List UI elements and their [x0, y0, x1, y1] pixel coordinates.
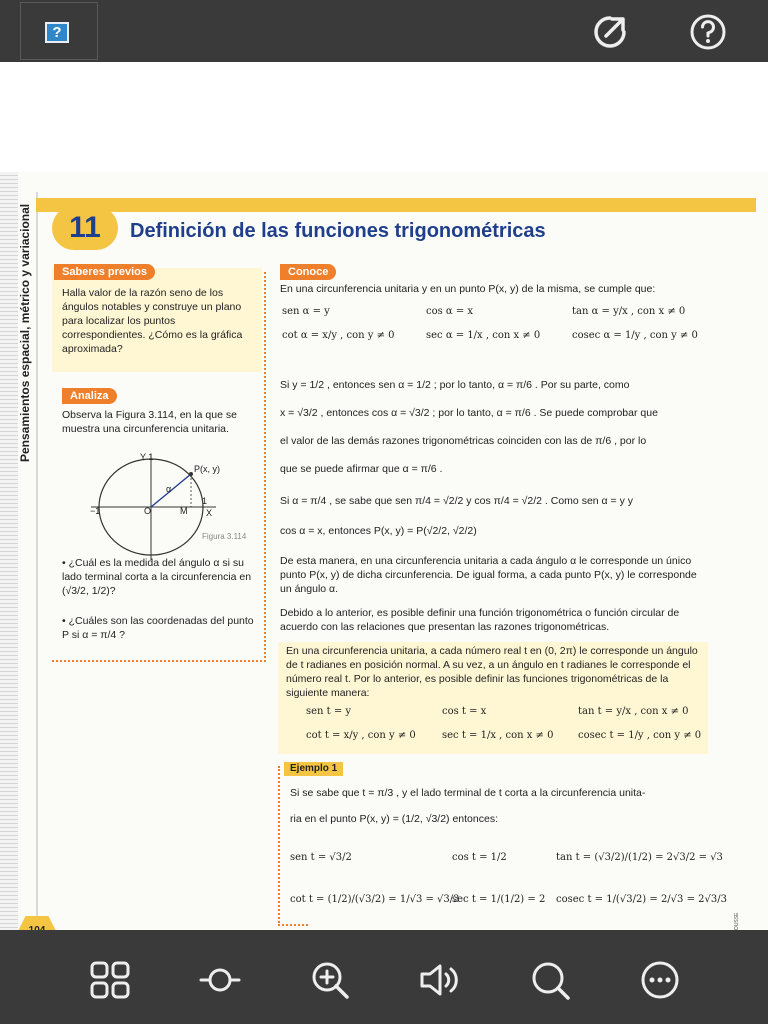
- analiza-text: Observa la Figura 3.114, en la que se muestra una circunferencia unitaria.: [62, 409, 237, 435]
- example-line-1: Si se sabe que t = π/3 , y el lado terminal de t corta a la circunferencia unita-: [290, 787, 646, 799]
- para-4: que se puede afirmar que α = π/6 .: [280, 463, 443, 475]
- formula-sen: sen α = y: [282, 306, 330, 317]
- example-line-2: ria en el punto P(x, y) = (1/2, √3/2) entonces:: [290, 813, 498, 825]
- search-icon[interactable]: [528, 958, 572, 1002]
- side-label: Pensamientos espacial, métrico y variacional: [18, 203, 32, 462]
- saberes-text: Halla valor de la razón seno de los ángulos notables y construye un plano para localizar los puntos correspondientes. ¿Cómo es la gráfica aproximada?: [62, 287, 243, 355]
- analiza-tag: Analiza: [62, 388, 117, 404]
- question-2: • ¿Cuáles son las coordenadas del punto P si α = π/4 ?: [62, 615, 254, 641]
- example-cos: cos t = 1/2: [452, 852, 507, 863]
- para-2: x = √3/2 , entonces cos α = √3/2 ; por lo tanto, α = π/6 . Se puede comprobar que: [280, 407, 658, 419]
- help-circle-icon[interactable]: [688, 12, 728, 52]
- para-3: el valor de las demás razones trigonométricas coinciden con las de π/6 , por lo: [280, 435, 647, 447]
- speaker-icon[interactable]: [418, 958, 462, 1002]
- para-1: Si y = 1/2 , entonces sen α = 1/2 ; por lo tanto, α = π/6 . Por su parte, como: [280, 379, 630, 391]
- saberes-tag: Saberes previos: [54, 264, 155, 280]
- para-5: Si α = π/4 , se sabe que sen π/4 = √2/2 y cos π/4 = √2/2 . Como sen α = y y: [280, 495, 633, 507]
- share-icon[interactable]: [590, 12, 630, 52]
- formula-cosec: cosec α = 1/y , con y ≠ 0: [572, 330, 698, 341]
- example-tag: Ejemplo 1: [284, 762, 343, 776]
- page-title: Definición de las funciones trigonométricas: [130, 220, 546, 242]
- grid-icon[interactable]: [88, 958, 132, 1002]
- question-1: • ¿Cuál es la medida del ángulo α si su lado terminal corta a la circunferencia en (√3/2, 1/2)?: [62, 557, 252, 597]
- def-sen: sen t = y: [306, 706, 352, 717]
- more-icon[interactable]: [638, 958, 682, 1002]
- figure-caption: Figura 3.114: [202, 532, 247, 541]
- formula-cot: cot α = x/y , con y ≠ 0: [282, 330, 395, 341]
- conoce-tag: Conoce: [280, 264, 336, 280]
- search-pan-icon[interactable]: [198, 958, 242, 1002]
- header-bar: [36, 198, 756, 212]
- formula-tan: tan α = y/x , con x ≠ 0: [572, 306, 686, 317]
- top-toolbar: [0, 0, 768, 62]
- zoom-in-icon[interactable]: [308, 958, 352, 1002]
- def-cot: cot t = x/y , con y ≠ 0: [306, 730, 416, 741]
- formula-cos: cos α = x: [426, 306, 474, 317]
- chapter-number: 11: [52, 206, 118, 250]
- example-sec: sec t = 1/(1/2) = 2: [452, 894, 546, 905]
- formula-sec: sec α = 1/x , con x ≠ 0: [426, 330, 541, 341]
- definition-text: En una circunferencia unitaria, a cada número real t en (0, 2π) le corresponde un ángulo de t radianes en posición normal. A su vez, a un ángulo en t radianes le corresponde el número real t. Por lo anterior, es posible definir las funciones trigonométricas de la siguiente manera:: [286, 645, 698, 699]
- conoce-intro: En una circunferencia unitaria y en un punto P(x, y) de la misma, se cumple que:: [280, 283, 656, 295]
- para-6: cos α = x, entonces P(x, y) = P(√2/2, √2/2): [280, 525, 477, 537]
- example-cosec: cosec t = 1/(√3/2) = 2/√3 = 2√3/3: [556, 894, 727, 905]
- para-7: De esta manera, en una circunferencia unitaria a cada ángulo α le corresponde un único punto P(x, y) de dicha circunferencia. De igual forma, a cada punto P(x, y) le corresponde un ángulo α.: [280, 555, 697, 595]
- book-page: Pensamientos espacial, métrico y variacional 11 Definición de las funciones trigonométricas Saberes previos Halla valor de la razón seno de los ángulos notables y construye un plano para localizar los puntos correspondientes. ¿Cómo es la gráfica aproximada? Analiza Observa la Figura 3.114, en la que se muestra una circunferencia unitaria. P(x, y) Y 1 −1 O M α 1 X Figura 3.114 • ¿Cuál es la medida del ángulo α si su lado terminal corta a la circunferencia en (√3/2, 1/2)? • ¿Cuáles son las coordenadas del punto P si α = π/4 ? Conoce En una circunferencia unitaria y en un punto P(x, y) de la misma, se cumple que: sen α = y cos α = x tan α = y/x , con x ≠ 0 cot α = x/y , con y ≠ 0 sec α = 1/x , con x ≠ 0 cosec α = 1/y , con y ≠ 0 Si y = 1/2 , entonces sen α = 1/2 ; por lo tanto, α = π/6 . Por su parte, como x = √3/2 , entonces cos α = √3/2 ; por lo tanto, α = π/6 . Se puede comprobar que el valor de las demás razones trigonométricas coinciden con las de π/6 , por lo que se puede afirmar que α = π/6 . Si α = π/4 , se sabe que sen π/4 = √2/2 y cos π/4 = √2/2 . Como sen α = y y cos α = x, entonces P(x, y) = P(√2/2, √2/2) De esta manera, en una circunferencia unitaria a cada ángulo α le corresponde un único punto P(x, y) de dicha circunferencia. De igual forma, a cada punto P(x, y) le corresponde un ángulo α. Debido a lo anterior, es posible definir una función trigonométrica o función circular de acuerdo con las relaciones que presentan las razones trigonométricas. En una circunferencia unitaria, a cada número real t en (0, 2π) le corresponde un ángulo de t radianes en posición normal. A su vez, a un ángulo en t radianes le corresponde el número real t. Por lo anterior, es posible definir las funciones trigonométricas de la siguiente manera: sen t = y cos t = x tan t = y/x , con x ≠ 0 cot t = x/y , con y ≠ 0 sec t = 1/x , con x ≠ 0 cosec t = 1/y , con y ≠ 0 Ejemplo 1 Si se sabe que t = π/3 , y el lado terminal de t corta a la circunferencia unita- ria en el punto P(x, y) = (1/2, √3/2) entonces: sen t = √3/2 cos t = 1/2 tan t = (√3/2)/(1/2) = 2√3/2 = √3 cot t = (1/2)/(√3/2) = 1/√3 = √3/3 sec t = 1/(1/2) = 2 cosec t = 1/(√3/2) = 2/√3 = 2√3/3: [0, 172, 768, 972]
- def-tan: tan t = y/x , con x ≠ 0: [578, 706, 689, 717]
- def-cos: cos t = x: [442, 706, 487, 717]
- example-tan: tan t = (√3/2)/(1/2) = 2√3/2 = √3: [556, 852, 723, 863]
- document-viewer[interactable]: [0, 62, 768, 930]
- example-cot: cot t = (1/2)/(√3/2) = 1/√3 = √3/3: [290, 894, 460, 905]
- help-label: ?: [45, 22, 69, 43]
- help-button[interactable]: [20, 2, 98, 60]
- example-sen: sen t = √3/2: [290, 852, 352, 863]
- def-cosec: cosec t = 1/y , con y ≠ 0: [578, 730, 702, 741]
- def-sec: sec t = 1/x , con x ≠ 0: [442, 730, 554, 741]
- para-8: Debido a lo anterior, es posible definir una función trigonométrica o función circular de acuerdo con las relaciones que presentan las razones trigonométricas.: [280, 607, 680, 633]
